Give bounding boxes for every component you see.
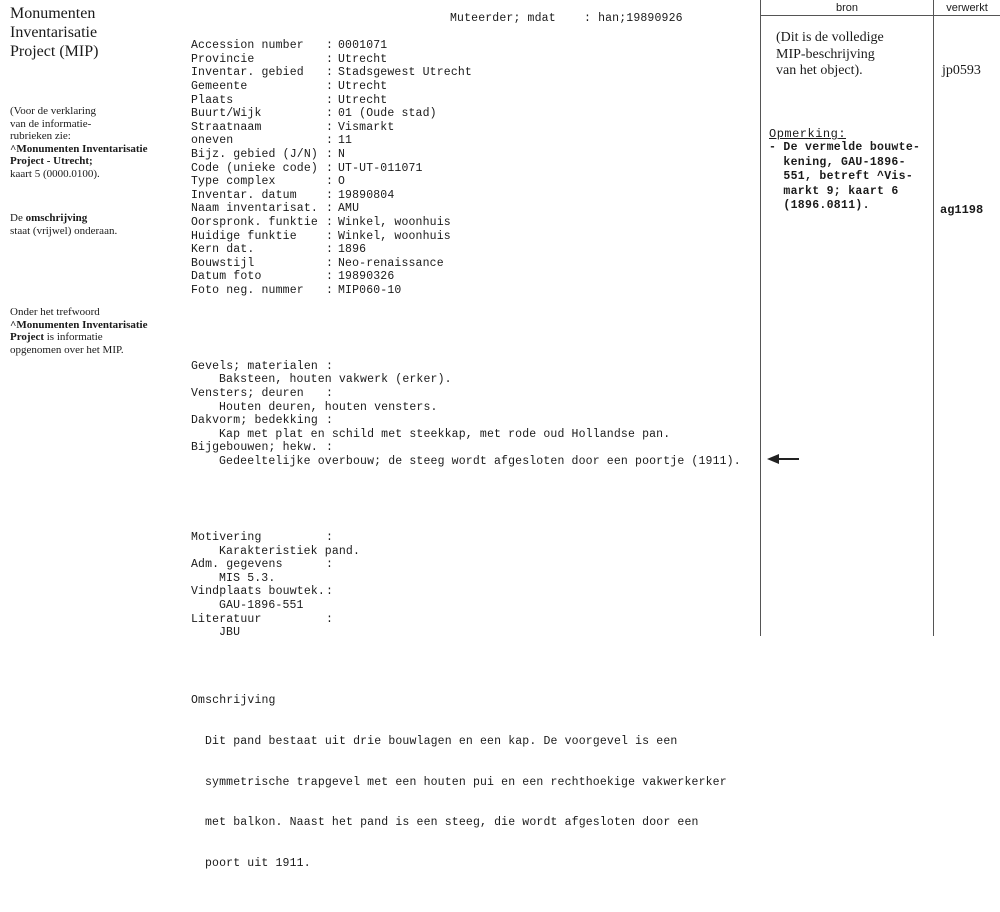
field-label: Bijz. gebied (J/N) [191, 147, 318, 161]
field-label: Kern dat. [191, 243, 255, 257]
header-verwerkt: verwerkt [946, 2, 988, 14]
note-text: De [10, 212, 26, 224]
separator: : [326, 414, 334, 428]
record-field [191, 270, 741, 284]
note-line: opgenomen over het MIP. [10, 343, 124, 356]
label-text: Literatuur [191, 612, 262, 626]
record-field [191, 243, 741, 257]
field-value: Winkel, woonhuis [338, 229, 451, 243]
separator: : [326, 270, 334, 284]
field-value: 01 (Oude stad) [338, 107, 437, 121]
field-value: UT-UT-011071 [338, 161, 423, 175]
note-line: kaart 5 (0000.0100). [10, 167, 100, 180]
field-value: MIS 5.3. [219, 571, 276, 585]
separator: : [326, 215, 334, 229]
description-note [10, 212, 190, 237]
field-value: JBU [219, 626, 241, 640]
separator: : [326, 188, 334, 202]
record-field [191, 66, 741, 80]
separator: : [326, 93, 334, 107]
note-reference: ^Monumenten Inventarisatie [10, 318, 148, 331]
record-field [191, 148, 741, 162]
separator: : [326, 530, 334, 544]
source-note [776, 30, 926, 80]
field-value: 19890326 [338, 270, 395, 284]
field-value: Utrecht [338, 52, 388, 66]
note-reference: ^Monumenten Inventarisatie [10, 142, 148, 155]
record-field [191, 257, 741, 271]
explanation-note [10, 105, 190, 180]
separator: : [326, 441, 334, 455]
field-label [191, 558, 741, 572]
record-field [191, 189, 741, 203]
separator: : [326, 147, 334, 161]
field-value: Utrecht [338, 79, 388, 93]
field-value: Karakteristiek pand. [219, 544, 361, 558]
field-label: Provincie [191, 52, 255, 66]
field-value: Houten deuren, houten vensters. [219, 400, 438, 414]
label-text: Bijgebouwen; hekw. [191, 441, 318, 455]
header-rule [760, 15, 1000, 16]
field-label: Buurt/Wijk [191, 107, 262, 121]
header-bron: bron [835, 2, 859, 14]
field-value: 19890804 [338, 188, 395, 202]
separator: : [326, 39, 334, 53]
note-line: van de informatie- [10, 117, 92, 130]
label-text: Motivering [191, 530, 262, 544]
record-fields [191, 39, 741, 297]
field-label: Huidige funktie [191, 229, 297, 243]
field-value: Gedeeltelijke overbouw; de steeg wordt afgesloten door een poortje (1911). [219, 455, 741, 468]
column-divider [933, 0, 934, 636]
processed-code: ag1198 [940, 203, 984, 217]
separator: : [326, 175, 334, 189]
separator: : [326, 79, 334, 93]
field-label: Code (unieke code) [191, 161, 318, 175]
label-text: Gevels; materialen [191, 359, 318, 373]
title-line: Project (MIP) [10, 43, 99, 60]
field-label [191, 414, 741, 428]
description-label: Omschrijving [191, 694, 276, 708]
separator: : [326, 229, 334, 243]
record-field [191, 216, 741, 230]
left-arrow-icon [767, 452, 801, 470]
field-value: O [338, 175, 346, 189]
field-label [191, 360, 741, 374]
source-line: van het object). [776, 63, 863, 78]
remark-line: (1896.0811). [769, 199, 870, 212]
field-label: Bouwstijl [191, 256, 255, 270]
separator: : [326, 558, 334, 572]
field-label: Foto neg. nummer [191, 283, 304, 297]
field-label: Plaats [191, 93, 234, 107]
record-field [191, 134, 741, 148]
separator: : [326, 52, 334, 66]
record-field [191, 284, 741, 298]
field-label: Accession number [191, 39, 304, 53]
note-line: rubrieken zie: [10, 130, 71, 142]
field-label [191, 387, 741, 401]
record-field [191, 230, 741, 244]
source-line: MIP-beschrijving [776, 46, 875, 62]
separator: : [326, 161, 334, 175]
record-field [191, 53, 741, 67]
note-reference: Project [10, 331, 44, 343]
separator: : [326, 202, 334, 216]
separator: : [326, 243, 334, 257]
record-field [191, 202, 741, 216]
separator: : [326, 256, 334, 270]
record-field [191, 39, 741, 53]
note-keyword: omschrijving [25, 212, 88, 224]
separator: : [326, 107, 334, 121]
separator: : [326, 134, 334, 148]
record-field [191, 107, 741, 121]
field-value: 0001071 [338, 39, 388, 53]
field-value: AMU [338, 202, 360, 216]
separator: : [326, 120, 334, 134]
separator: : [326, 283, 334, 297]
field-label: Inventar. gebied [191, 66, 304, 80]
record-body [191, 12, 741, 912]
remark-label-text: Opmerking [769, 127, 839, 141]
field-value: 11 [338, 134, 353, 148]
processed-code: jp0593 [942, 63, 981, 78]
field-label: Gemeente [191, 79, 248, 93]
source-line: (Dit is de volledige [776, 30, 884, 45]
record-section-physical [191, 360, 741, 469]
separator: : [326, 66, 334, 80]
description-line: met balkon. Naast het pand is een steeg, die wordt afgesloten door een [205, 816, 699, 830]
label-text: Vensters; deuren [191, 387, 304, 401]
note-line: staat (vrijwel) onderaan. [10, 224, 118, 237]
separator: : [326, 585, 334, 599]
field-value: Kap met plat en schild met steekkap, met rode oud Hollandse pan. [219, 427, 671, 441]
label-text: Vindplaats bouwtek. [191, 585, 325, 599]
field-value: Utrecht [338, 93, 388, 107]
description-line: poort uit 1911. [205, 857, 311, 871]
field-label: Straatnaam [191, 120, 262, 134]
field-value: Stadsgewest Utrecht [338, 66, 472, 80]
record-field [191, 121, 741, 135]
field-label: Naam inventarisat. [191, 202, 318, 216]
record-field [191, 94, 741, 108]
field-value: Winkel, woonhuis [338, 215, 451, 229]
column-divider [760, 0, 761, 636]
note-text: is informatie [44, 331, 103, 343]
field-label: Inventar. datum [191, 188, 297, 202]
field-label: oneven [191, 134, 234, 148]
field-value: 1896 [338, 243, 367, 257]
description-line: Dit pand bestaat uit drie bouwlagen en een kap. De voorgevel is een [205, 734, 678, 748]
field-label [191, 441, 741, 455]
record-field [191, 175, 741, 189]
record-field [191, 162, 741, 176]
page-title [10, 4, 180, 61]
field-value: MIP060-10 [338, 283, 402, 297]
label-text: Adm. gegevens [191, 558, 283, 572]
field-label: Type complex [191, 175, 276, 189]
remark-line: kening, GAU-1896- [769, 155, 906, 169]
separator: : [326, 359, 334, 373]
remark-line: - De vermelde bouwte- [769, 141, 921, 154]
title-line: Monumenten [10, 5, 96, 22]
note-reference: Project - Utrecht; [10, 155, 93, 167]
note-line: (Voor de verklaring [10, 105, 96, 117]
field-label: Datum foto [191, 270, 262, 284]
note-line: Onder het trefwoord [10, 306, 100, 318]
field-label [191, 613, 741, 627]
separator: : [326, 387, 334, 401]
remark-colon: : [838, 127, 847, 141]
field-value: Baksteen, houten vakwerk (erker). [219, 373, 452, 387]
field-label [191, 531, 741, 545]
label-text: Dakvorm; bedekking [191, 414, 318, 428]
field-value: Vismarkt [338, 120, 395, 134]
keyword-note [10, 306, 190, 356]
title-line: Inventarisatie [10, 24, 98, 41]
field-label [191, 585, 741, 599]
record-section-admin [191, 531, 741, 640]
description-line: symmetrische trapgevel met een houten pui en een rechthoekige vakwerkerker [205, 775, 727, 789]
mutator-field: Muteerder; mdat : han;19890926 [450, 12, 683, 25]
field-label: Oorspronk. funktie [191, 215, 318, 229]
remark-line: 551, betreft ^Vis- [769, 170, 914, 183]
field-value: N [338, 147, 346, 161]
field-value: Neo-renaissance [338, 256, 444, 270]
separator: : [326, 612, 334, 626]
description-block [191, 667, 741, 898]
record-field [191, 80, 741, 94]
remark-label [769, 127, 846, 141]
remark-text [769, 141, 920, 214]
field-value: GAU-1896-551 [219, 598, 304, 612]
remark-line: markt 9; kaart 6 [769, 184, 899, 198]
